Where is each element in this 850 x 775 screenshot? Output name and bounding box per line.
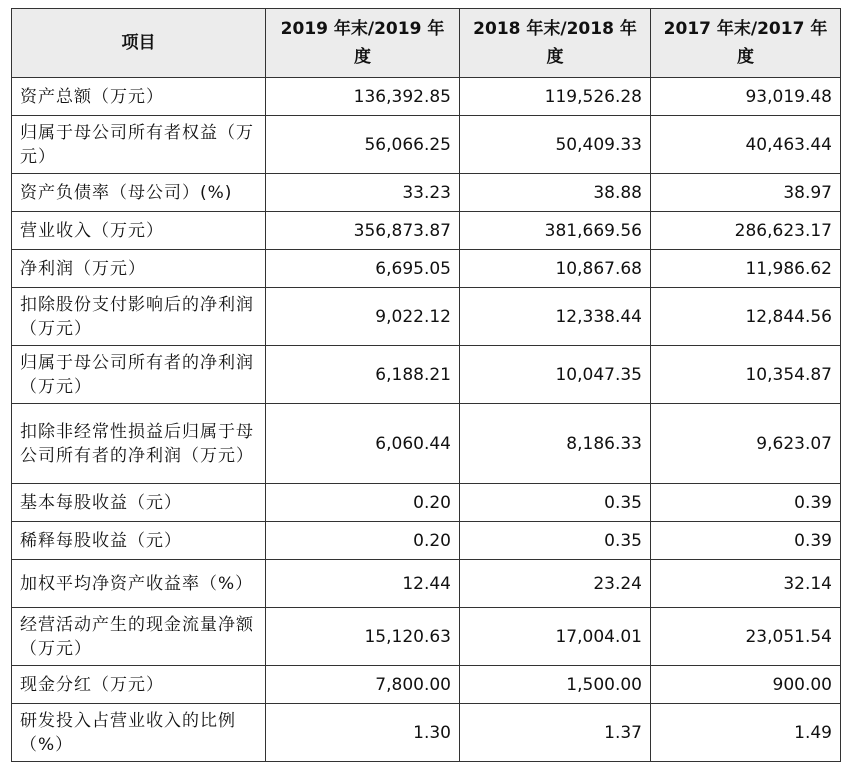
row-item-label: 归属于母公司所有者权益（万元） xyxy=(12,116,266,174)
row-value-2018: 23.24 xyxy=(460,560,651,608)
row-value-2018: 12,338.44 xyxy=(460,288,651,346)
table-row xyxy=(12,484,841,522)
table-row xyxy=(12,116,841,174)
row-value-2019: 33.23 xyxy=(266,174,460,212)
row-value-2017: 38.97 xyxy=(651,174,841,212)
table-row xyxy=(12,522,841,560)
table-row xyxy=(12,250,841,288)
row-value-2018: 381,669.56 xyxy=(460,212,651,250)
row-item-label: 扣除非经常性损益后归属于母公司所有者的净利润（万元） xyxy=(12,404,266,484)
header-2017: 2017 年末/2017 年度 xyxy=(651,9,841,78)
header-2019: 2019 年末/2019 年度 xyxy=(266,9,460,78)
table-row xyxy=(12,404,841,484)
row-value-2018: 119,526.28 xyxy=(460,78,651,116)
row-value-2017: 0.39 xyxy=(651,522,841,560)
row-value-2019: 1.30 xyxy=(266,704,460,762)
row-item-label: 归属于母公司所有者的净利润（万元） xyxy=(12,346,266,404)
row-value-2019: 6,188.21 xyxy=(266,346,460,404)
row-value-2019: 356,873.87 xyxy=(266,212,460,250)
row-value-2019: 12.44 xyxy=(266,560,460,608)
row-value-2018: 0.35 xyxy=(460,484,651,522)
table-row xyxy=(12,212,841,250)
header-2018: 2018 年末/2018 年度 xyxy=(460,9,651,78)
row-item-label: 资产总额（万元） xyxy=(12,78,266,116)
row-item-label: 现金分红（万元） xyxy=(12,666,266,704)
table-row xyxy=(12,560,841,608)
row-value-2019: 56,066.25 xyxy=(266,116,460,174)
row-item-label: 扣除股份支付影响后的净利润（万元） xyxy=(12,288,266,346)
row-value-2019: 7,800.00 xyxy=(266,666,460,704)
row-value-2017: 1.49 xyxy=(651,704,841,762)
table-row xyxy=(12,608,841,666)
row-value-2017: 900.00 xyxy=(651,666,841,704)
header-item: 项目 xyxy=(12,9,266,78)
row-value-2017: 40,463.44 xyxy=(651,116,841,174)
row-value-2018: 17,004.01 xyxy=(460,608,651,666)
row-value-2018: 38.88 xyxy=(460,174,651,212)
row-item-label: 营业收入（万元） xyxy=(12,212,266,250)
row-value-2017: 12,844.56 xyxy=(651,288,841,346)
row-item-label: 研发投入占营业收入的比例（%） xyxy=(12,704,266,762)
row-value-2017: 23,051.54 xyxy=(651,608,841,666)
row-value-2019: 136,392.85 xyxy=(266,78,460,116)
row-value-2018: 1,500.00 xyxy=(460,666,651,704)
row-value-2019: 9,022.12 xyxy=(266,288,460,346)
row-value-2017: 32.14 xyxy=(651,560,841,608)
row-value-2017: 10,354.87 xyxy=(651,346,841,404)
row-value-2019: 6,695.05 xyxy=(266,250,460,288)
row-item-label: 稀释每股收益（元） xyxy=(12,522,266,560)
row-value-2019: 0.20 xyxy=(266,484,460,522)
row-value-2017: 9,623.07 xyxy=(651,404,841,484)
row-value-2018: 0.35 xyxy=(460,522,651,560)
row-value-2019: 6,060.44 xyxy=(266,404,460,484)
row-value-2017: 93,019.48 xyxy=(651,78,841,116)
row-value-2017: 286,623.17 xyxy=(651,212,841,250)
row-item-label: 资产负债率（母公司）(%) xyxy=(12,174,266,212)
row-item-label: 经营活动产生的现金流量净额（万元） xyxy=(12,608,266,666)
table-row xyxy=(12,78,841,116)
row-value-2018: 10,867.68 xyxy=(460,250,651,288)
row-item-label: 加权平均净资产收益率（%） xyxy=(12,560,266,608)
table-row xyxy=(12,174,841,212)
table-body xyxy=(12,78,841,762)
table-row xyxy=(12,704,841,762)
row-value-2019: 0.20 xyxy=(266,522,460,560)
row-value-2018: 50,409.33 xyxy=(460,116,651,174)
table-header-row xyxy=(12,9,841,78)
table-row xyxy=(12,666,841,704)
row-item-label: 净利润（万元） xyxy=(12,250,266,288)
row-item-label: 基本每股收益（元） xyxy=(12,484,266,522)
table-row xyxy=(12,346,841,404)
table-row xyxy=(12,288,841,346)
row-value-2017: 11,986.62 xyxy=(651,250,841,288)
row-value-2017: 0.39 xyxy=(651,484,841,522)
row-value-2019: 15,120.63 xyxy=(266,608,460,666)
row-value-2018: 1.37 xyxy=(460,704,651,762)
row-value-2018: 8,186.33 xyxy=(460,404,651,484)
row-value-2018: 10,047.35 xyxy=(460,346,651,404)
financial-summary-table xyxy=(11,8,841,762)
